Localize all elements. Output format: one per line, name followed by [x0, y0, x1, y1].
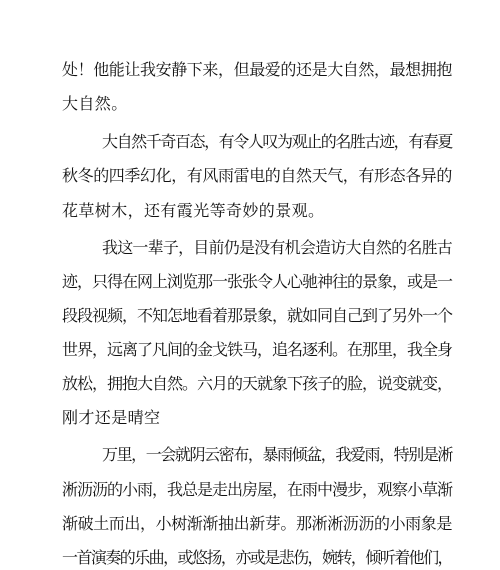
line-text: 一首演奏的乐曲，或悠扬，亦或是悲伤，婉转，倾听着他们， — [62, 548, 452, 567]
text-line — [0, 304, 500, 328]
text-line — [0, 199, 500, 223]
line-text: 万里，一会就阴云密布，暴雨倾盆，我爱雨，特别是淅 — [102, 445, 452, 464]
text-line — [0, 512, 500, 536]
text-line — [0, 270, 500, 294]
line-text: 花草树木，还有霞光等奇妙的景观。 — [62, 201, 325, 220]
text-line — [0, 58, 500, 82]
text-line — [0, 478, 500, 502]
text-line — [0, 546, 500, 570]
text-line — [0, 130, 500, 154]
line-text: 世界，远离了凡间的金戈铁马，追名逐利。在那里，我全身 — [62, 340, 452, 359]
line-text: 大自然。 — [62, 94, 128, 113]
text-line — [0, 443, 500, 467]
line-text: 淅沥沥的小雨，我总是走出房屋，在雨中漫步，观察小草渐 — [62, 480, 452, 499]
line-text: 秋冬的四季幻化，有风雨雷电的自然天气，有形态各异的 — [62, 166, 452, 185]
line-text: 刚才还是晴空 — [62, 408, 161, 427]
text-line — [0, 236, 500, 260]
text-line — [0, 406, 500, 430]
text-line — [0, 372, 500, 396]
line-text: 渐破土而出，小树渐渐抽出新芽。那淅淅沥沥的小雨象是 — [62, 514, 452, 533]
line-text: 放松，拥抱大自然。六月的天就象下孩子的脸，说变就变， — [62, 374, 452, 393]
line-text: 大自然千奇百态，有令人叹为观止的名胜古迹，有春夏 — [102, 132, 452, 151]
line-text: 处！他能让我安静下来，但最爱的还是大自然，最想拥抱 — [62, 60, 452, 79]
line-text: 我这一辈子，目前仍是没有机会造访大自然的名胜古 — [102, 238, 452, 257]
text-line — [0, 92, 500, 116]
text-line — [0, 164, 500, 188]
line-text: 迹，只得在网上浏览那一张张令人心驰神往的景象，或是一 — [62, 272, 452, 291]
line-text: 段段视频，不知怎地看着那景象，就如同自己到了另外一个 — [62, 306, 452, 325]
text-line — [0, 338, 500, 362]
